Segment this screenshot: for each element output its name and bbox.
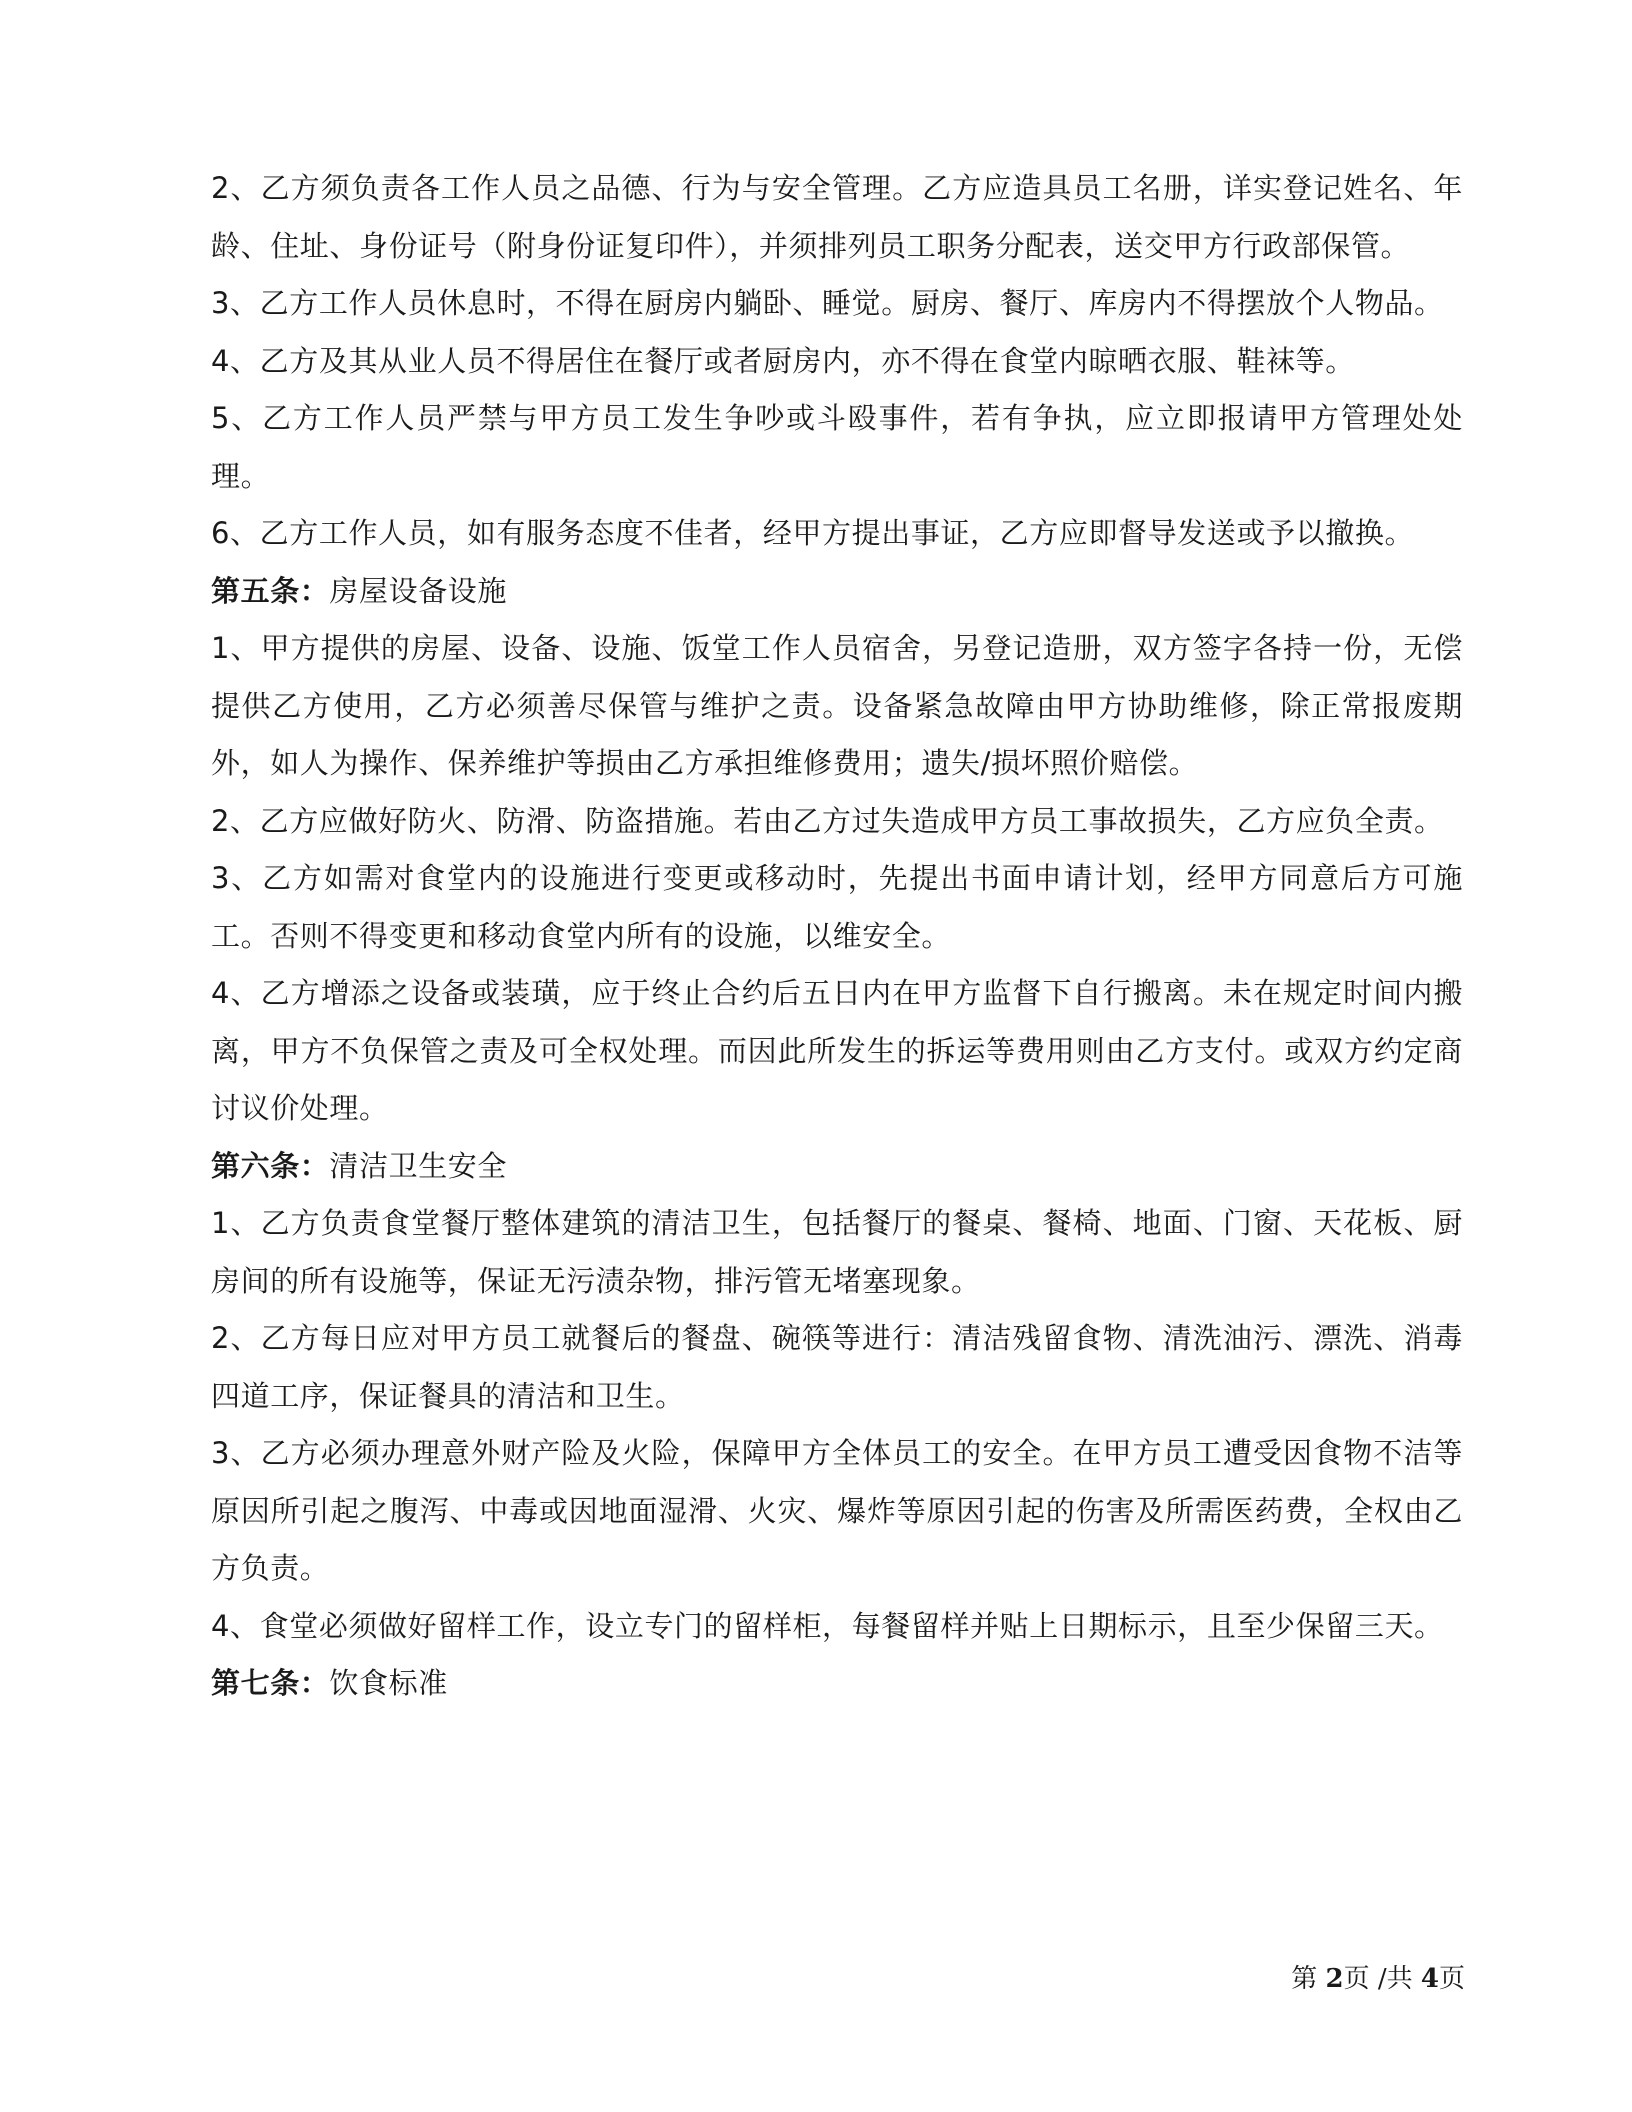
current-page-number: 2 [1325, 1964, 1344, 1994]
footer-suffix: 页 [1438, 1964, 1465, 1994]
footer-middle: 页 /共 [1343, 1964, 1421, 1994]
clause-item: 4、食堂必须做好留样工作，设立专门的留样柜，每餐留样并贴上日期标示，且至少保留三天。 [211, 1608, 1444, 1643]
clause-item: 5、乙方工作人员严禁与甲方员工发生争吵或斗殴事件，若有争执，应立即报请甲方管理处处理。 [211, 401, 1463, 493]
clause-item: 1、乙方负责食堂餐厅整体建筑的清洁卫生，包括餐厅的餐桌、餐椅、地面、门窗、天花板、厨房间的所有设施等，保证无污渍杂物，排污管无堵塞现象。 [211, 1206, 1463, 1298]
article-label: 第五条： [211, 573, 330, 608]
article-heading [211, 1655, 1463, 1713]
clause-item: 2、乙方应做好防火、防滑、防盗措施。若由乙方过失造成甲方员工事故损失，乙方应负全责。 [211, 803, 1444, 838]
clause-item: 6、乙方工作人员，如有服务态度不佳者，经甲方提出事证，乙方应即督导发送或予以撤换。 [211, 516, 1415, 550]
article-title: 房屋设备设施 [329, 573, 508, 608]
clause-item: 3、乙方如需对食堂内的设施进行变更或移动时，先提出书面申请计划，经甲方同意后方可施工。否则不得变更和移动食堂内所有的设施，以维安全。 [211, 861, 1463, 953]
clause-item: 4、乙方增添之设备或装璜，应于终止合约后五日内在甲方监督下自行搬离。未在规定时间内搬离，甲方不负保管之责及可全权处理。而因此所发生的拆运等费用则由乙方支付。或双方约定商讨议价处理。 [211, 976, 1463, 1125]
article-label: 第六条： [211, 1148, 330, 1183]
clause-item: 2、乙方每日应对甲方员工就餐后的餐盘、碗筷等进行：清洁残留食物、清洗油污、漂洗、消毒四道工序，保证餐具的清洁和卫生。 [211, 1321, 1463, 1413]
clause-item: 1、甲方提供的房屋、设备、设施、饭堂工作人员宿舍，另登记造册，双方签字各持一份，无偿提供乙方使用，乙方必须善尽保管与维护之责。设备紧急故障由甲方协助维修，除正常报废期外，如人为操作、保养维护等损由乙方承担维修费用；遗失/损坏照价赔偿。 [211, 631, 1463, 780]
clause-item: 4、乙方及其从业人员不得居住在餐厅或者厨房内，亦不得在食堂内晾晒衣服、鞋袜等。 [211, 343, 1355, 378]
footer-prefix: 第 [1291, 1964, 1326, 1994]
total-page-count: 4 [1420, 1964, 1439, 1994]
article-title: 清洁卫生安全 [329, 1148, 508, 1183]
article-heading [211, 1138, 1463, 1196]
article-title: 饮食标准 [329, 1666, 448, 1700]
article-label: 第七条： [211, 1666, 330, 1700]
clause-item: 3、乙方工作人员休息时，不得在厨房内躺卧、睡觉。厨房、餐厅、库房内不得摆放个人物品。 [211, 286, 1444, 320]
document-body [211, 160, 1463, 1713]
clause-item: 3、乙方必须办理意外财产险及火险，保障甲方全体员工的安全。在甲方员工遭受因食物不洁等原因所引起之腹泻、中毒或因地面湿滑、火灾、爆炸等原因引起的伤害及所需医药费，全权由乙方负责。 [211, 1436, 1463, 1585]
page-number-footer [1240, 1958, 1465, 1995]
clause-item: 2、乙方须负责各工作人员之品德、行为与安全管理。乙方应造具员工名册，详实登记姓名、年龄、住址、身份证号（附身份证复印件），并须排列员工职务分配表，送交甲方行政部保管。 [211, 171, 1463, 263]
article-heading [211, 563, 1463, 621]
